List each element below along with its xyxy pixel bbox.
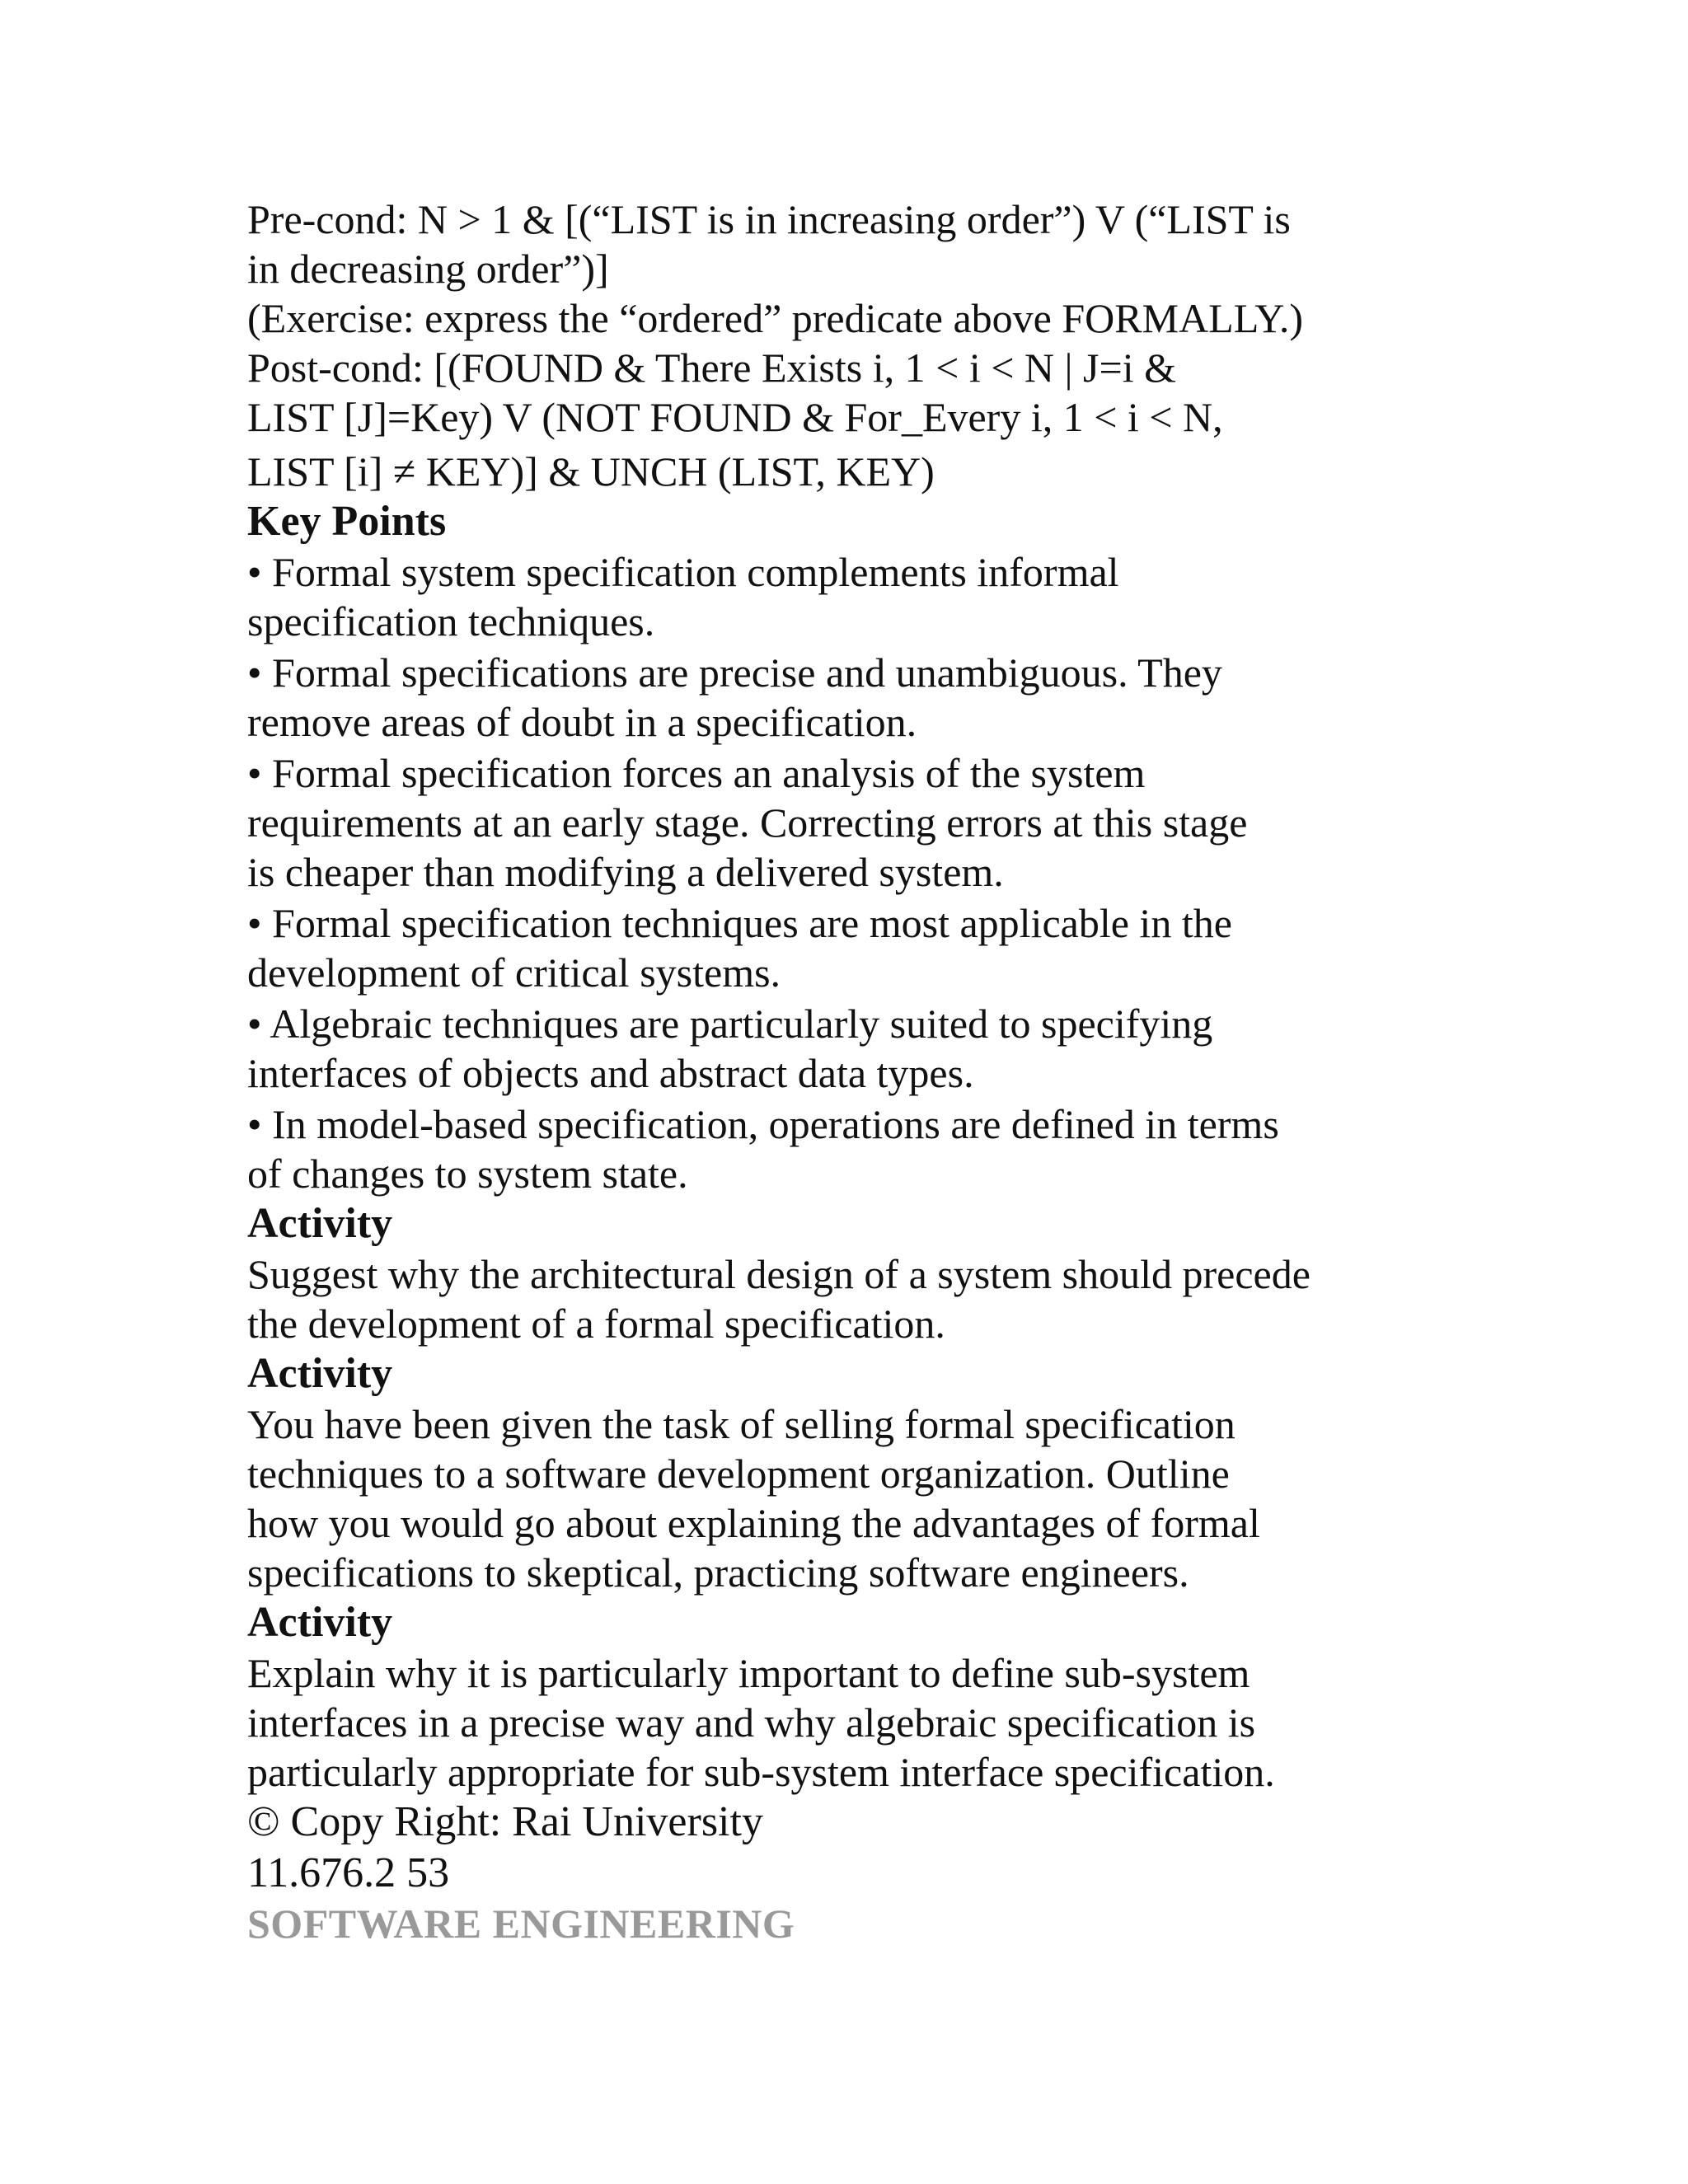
key-point-item [247,999,1401,1098]
activity-heading: Activity [247,1350,393,1397]
key-points-section [247,496,1401,1198]
key-point-line: development of critical systems. [247,949,781,996]
copyright-notice: © Copy Right: Rai University [247,1798,763,1845]
activity-line: specifications to skeptical, practicing software engineers. [247,1549,1189,1596]
key-point-item [247,648,1401,747]
key-point-line: remove areas of doubt in a specification. [247,699,917,745]
page-code: 11.676.2 53 [247,1849,450,1896]
key-points-heading: Key Points [247,498,447,545]
key-point-item [247,1099,1401,1198]
post-condition-line-2: LIST [J]=Key) V (NOT FOUND & For_Every i, 1 < i < N, [247,394,1223,440]
post-condition-line-3: LIST [i] ≠ KEY)] & UNCH (LIST, KEY) [247,448,935,494]
activity-line: how you would go about explaining the advantages of formal [247,1500,1260,1546]
activity-section [247,1597,1401,1797]
exercise-line: (Exercise: express the “ordered” predicate above FORMALLY.) [247,295,1304,341]
key-point-line: requirements at an early stage. Correcting errors at this stage [247,799,1248,846]
specification-block [247,194,1401,496]
key-point-line: • Formal specifications are precise and unambiguous. They [247,649,1222,696]
activity-line: Suggest why the architectural design of a system should precede [247,1251,1311,1297]
document-page [247,194,1401,1948]
pre-condition-line-1: Pre-cond: N > 1 & [(“LIST is in increasing order”) V (“LIST is [247,196,1291,242]
key-point-line: of changes to system state. [247,1151,688,1197]
key-point-line: • Formal specification techniques are most applicable in the [247,900,1232,946]
activity-section [247,1348,1401,1597]
key-point-line: specification techniques. [247,598,655,644]
key-point-item [247,547,1401,646]
key-point-line: is cheaper than modifying a delivered system. [247,849,1004,895]
activity-section [247,1198,1401,1348]
key-point-line: • Formal specification forces an analysis of the system [247,750,1146,796]
page-footer [247,1797,1401,1948]
key-point-line: • Algebraic techniques are particularly suited to specifying [247,1001,1213,1047]
activity-line: the development of a formal specification. [247,1301,945,1347]
activity-line: techniques to a software development organization. Outline [247,1451,1230,1497]
post-condition-line-1: Post-cond: [(FOUND & There Exists i, 1 < i < N | J=i & [247,344,1176,391]
key-point-item [247,748,1401,897]
key-point-line: • In model-based specification, operations are defined in terms [247,1101,1279,1147]
pre-condition-line-2: in decreasing order”)] [247,246,609,292]
activity-line: You have been given the task of selling formal specification [247,1401,1236,1447]
activity-line: particularly appropriate for sub-system interface specification. [247,1749,1275,1795]
activity-line: Explain why it is particularly important to define sub-system [247,1650,1250,1696]
activity-heading: Activity [247,1200,393,1247]
key-point-item [247,898,1401,997]
activity-line: interfaces in a precise way and why algebraic specification is [247,1699,1256,1746]
key-point-line: • Formal system specification complements informal [247,549,1119,595]
key-point-line: interfaces of objects and abstract data types. [247,1050,974,1096]
course-brand: SOFTWARE ENGINEERING [247,1900,795,1947]
activity-heading: Activity [247,1599,393,1646]
